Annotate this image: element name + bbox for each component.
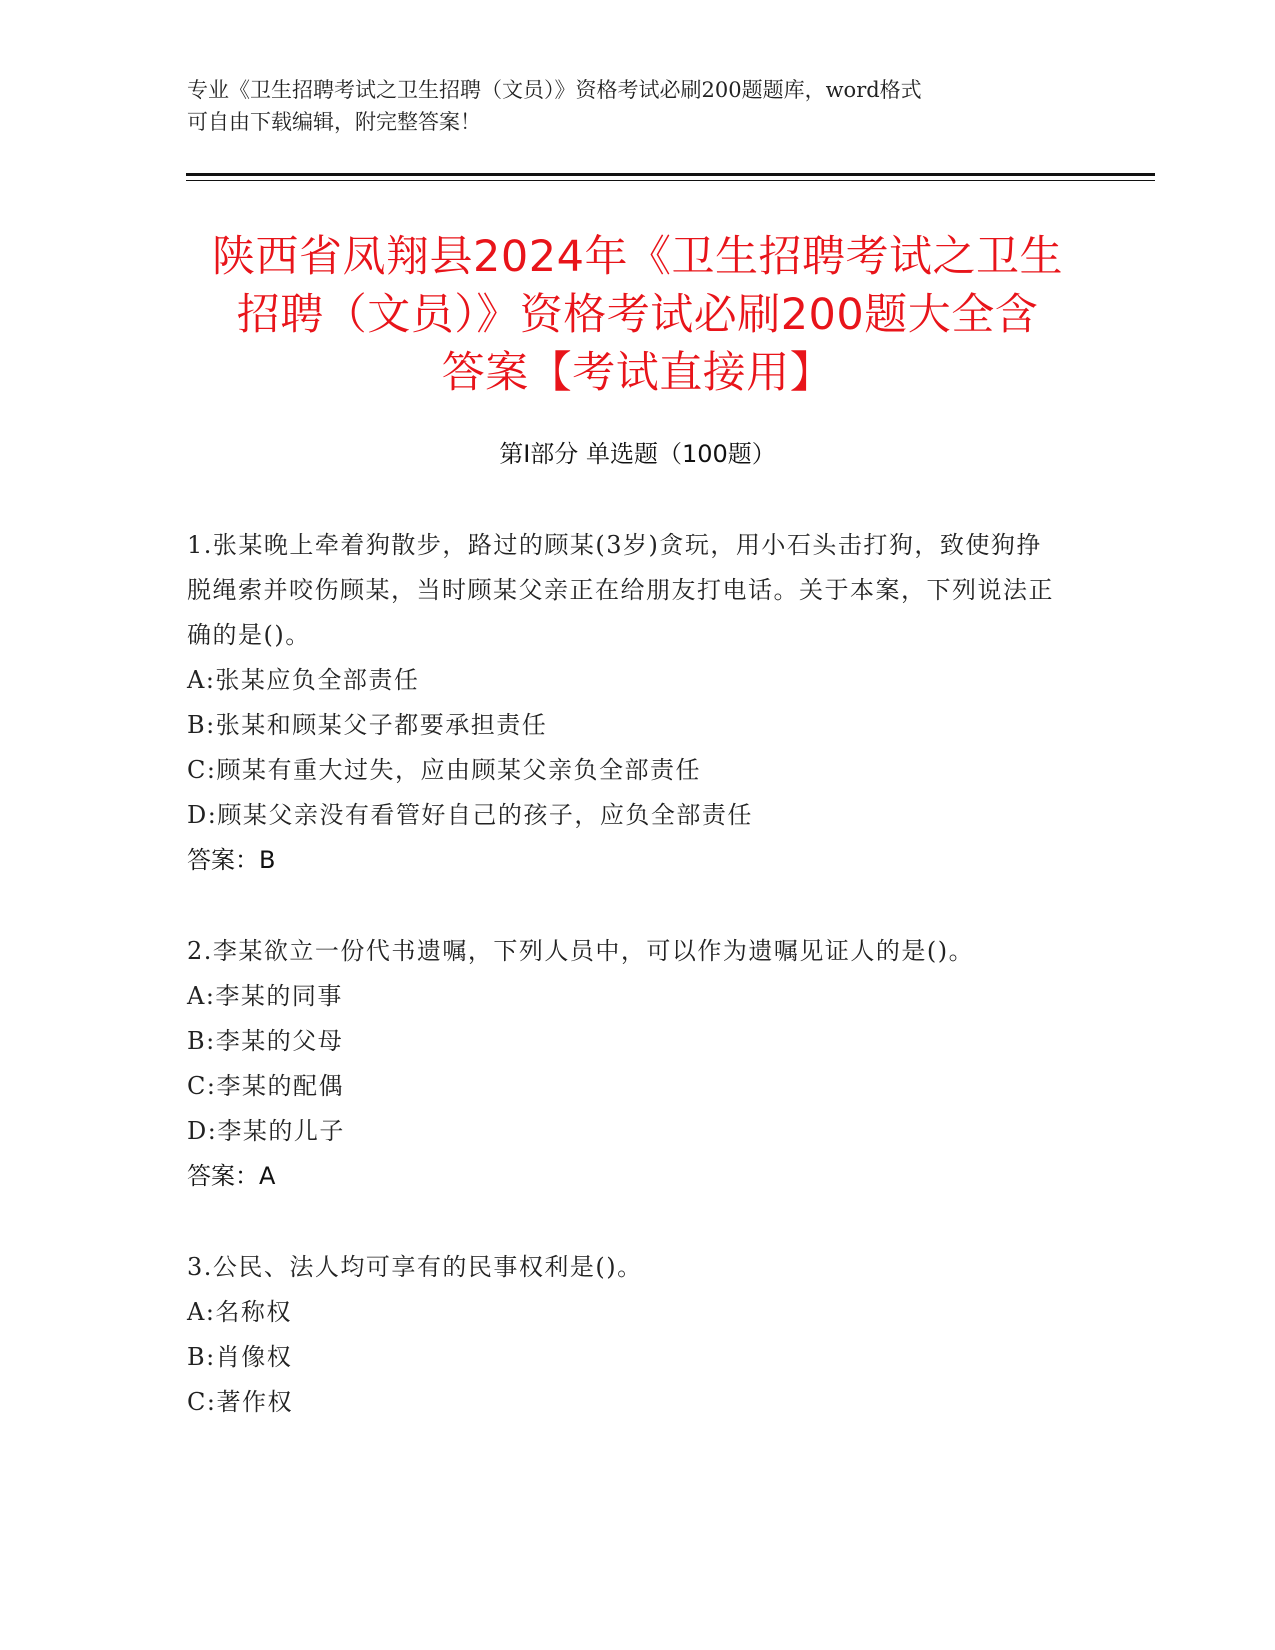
option-a: A:李某的同事 [187,982,343,1010]
header-divider-thin [186,180,1155,181]
document-title-line-3: 答案【考试直接用】 [441,348,834,398]
option-c: C:李某的配偶 [187,1072,344,1100]
option-d: D:顾某父亲没有看管好自己的孩子，应负全部责任 [187,801,753,829]
header-note [187,74,1067,138]
question-list [187,523,1067,1471]
question-stem: 3.公民、法人均可享有的民事权利是()。 [187,1253,643,1281]
question-1 [187,523,1067,883]
header-divider-thick [186,173,1155,176]
header-note-line-2: 可自由下载编辑，附完整答案！ [187,110,481,134]
option-d: D:李某的儿子 [187,1117,345,1145]
question-stem: 2.李某欲立一份代书遗嘱，下列人员中，可以作为遗嘱见证人的是()。 [187,937,975,965]
option-c: C:顾某有重大过失，应由顾某父亲负全部责任 [187,756,701,784]
question-2 [187,929,1067,1199]
header-note-line-1: 专业《卫生招聘考试之卫生招聘（文员）》资格考试必刷200题题库，word格式 [187,78,922,102]
answer-line: 答案：B [187,846,276,874]
option-b: B:李某的父母 [187,1027,344,1055]
option-c: C:著作权 [187,1388,293,1416]
option-a: A:张某应负全部责任 [187,666,420,694]
option-a: A:名称权 [187,1298,292,1326]
section-heading: 第I部分 单选题（100题） [499,440,776,468]
document-title [170,228,1105,402]
option-b: B:张某和顾某父子都要承担责任 [187,711,548,739]
answer-line: 答案：A [187,1162,276,1190]
document-title-line-2: 招聘（文员）》资格考试必刷200题大全含 [236,290,1039,340]
document-title-line-1: 陕西省凤翔县2024年《卫生招聘考试之卫生 [212,232,1063,282]
option-b: B:肖像权 [187,1343,293,1371]
question-stem: 1.张某晚上牵着狗散步，路过的顾某(3岁)贪玩，用小石头击打狗，致使狗挣脱绳索并咬伤顾某，当时顾某父亲正在给朋友打电话。关于本案，下列说法正确的是()。 [187,531,1054,649]
question-3 [187,1245,1067,1425]
